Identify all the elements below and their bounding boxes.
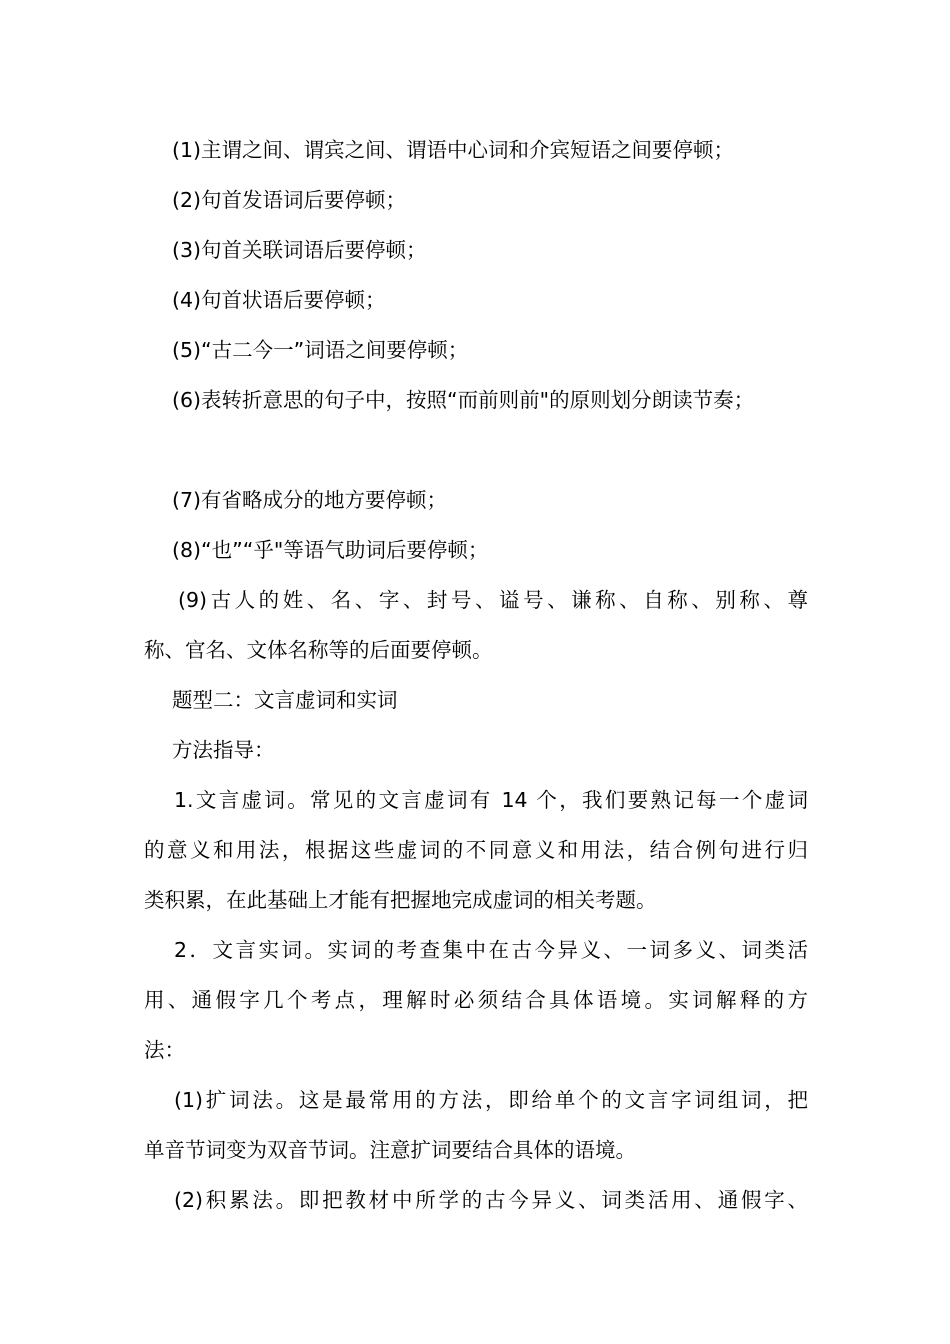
rule-5: (5)“古二今一”词语之间要停顿； [172, 338, 469, 362]
rule-3: (3)句首关联词语后要停顿； [172, 238, 427, 262]
para-3-line-1: (1)扩词法。这是最常用的方法，即给单个的文言字词组词，把 [174, 1088, 808, 1112]
rule-9-line-2: 称、官名、文体名称等的后面要停顿。 [144, 638, 493, 662]
rule-9-line-1: (9)古人的姓、名、字、封号、谥号、谦称、自称、别称、尊 [178, 588, 808, 612]
rule-6: (6)表转折意思的句子中，按照“而前则前"的原则划分朗读节奏； [172, 388, 755, 412]
para-1-line-3: 类积累，在此基础上才能有把握地完成虚词的相关考题。 [144, 888, 657, 912]
para-1-line-1: 1.文言虚词。常见的文言虚词有 14 个，我们要熟记每一个虚词 [174, 788, 808, 812]
para-1-line-2: 的意义和用法，根据这些虚词的不同意义和用法，结合例句进行归 [144, 838, 808, 862]
method-label: 方法指导： [172, 738, 275, 762]
rule-7: (7)有省略成分的地方要停顿； [172, 488, 448, 512]
para-4-line-1: (2)积累法。即把教材中所学的古今异义、词类活用、通假字、 [174, 1188, 808, 1212]
para-2-line-3: 法： [144, 1038, 185, 1062]
para-2-line-2: 用、通假字几个考点，理解时必须结合具体语境。实词解释的方 [144, 988, 808, 1012]
para-3-line-2: 单音节词变为双音节词。注意扩词要结合具体的语境。 [144, 1138, 636, 1162]
rule-8: (8)“也”“乎"等语气助词后要停顿； [172, 538, 489, 562]
para-2-line-1: 2．文言实词。实词的考查集中在古今异义、一词多义、词类活 [174, 938, 808, 962]
rule-1: (1)主谓之间、谓宾之间、谓语中心词和介宾短语之间要停顿； [172, 138, 735, 162]
rule-4: (4)句首状语后要停顿； [172, 288, 386, 312]
section-heading: 题型二：文言虚词和实词 [172, 688, 398, 712]
rule-2: (2)句首发语词后要停顿； [172, 188, 407, 212]
